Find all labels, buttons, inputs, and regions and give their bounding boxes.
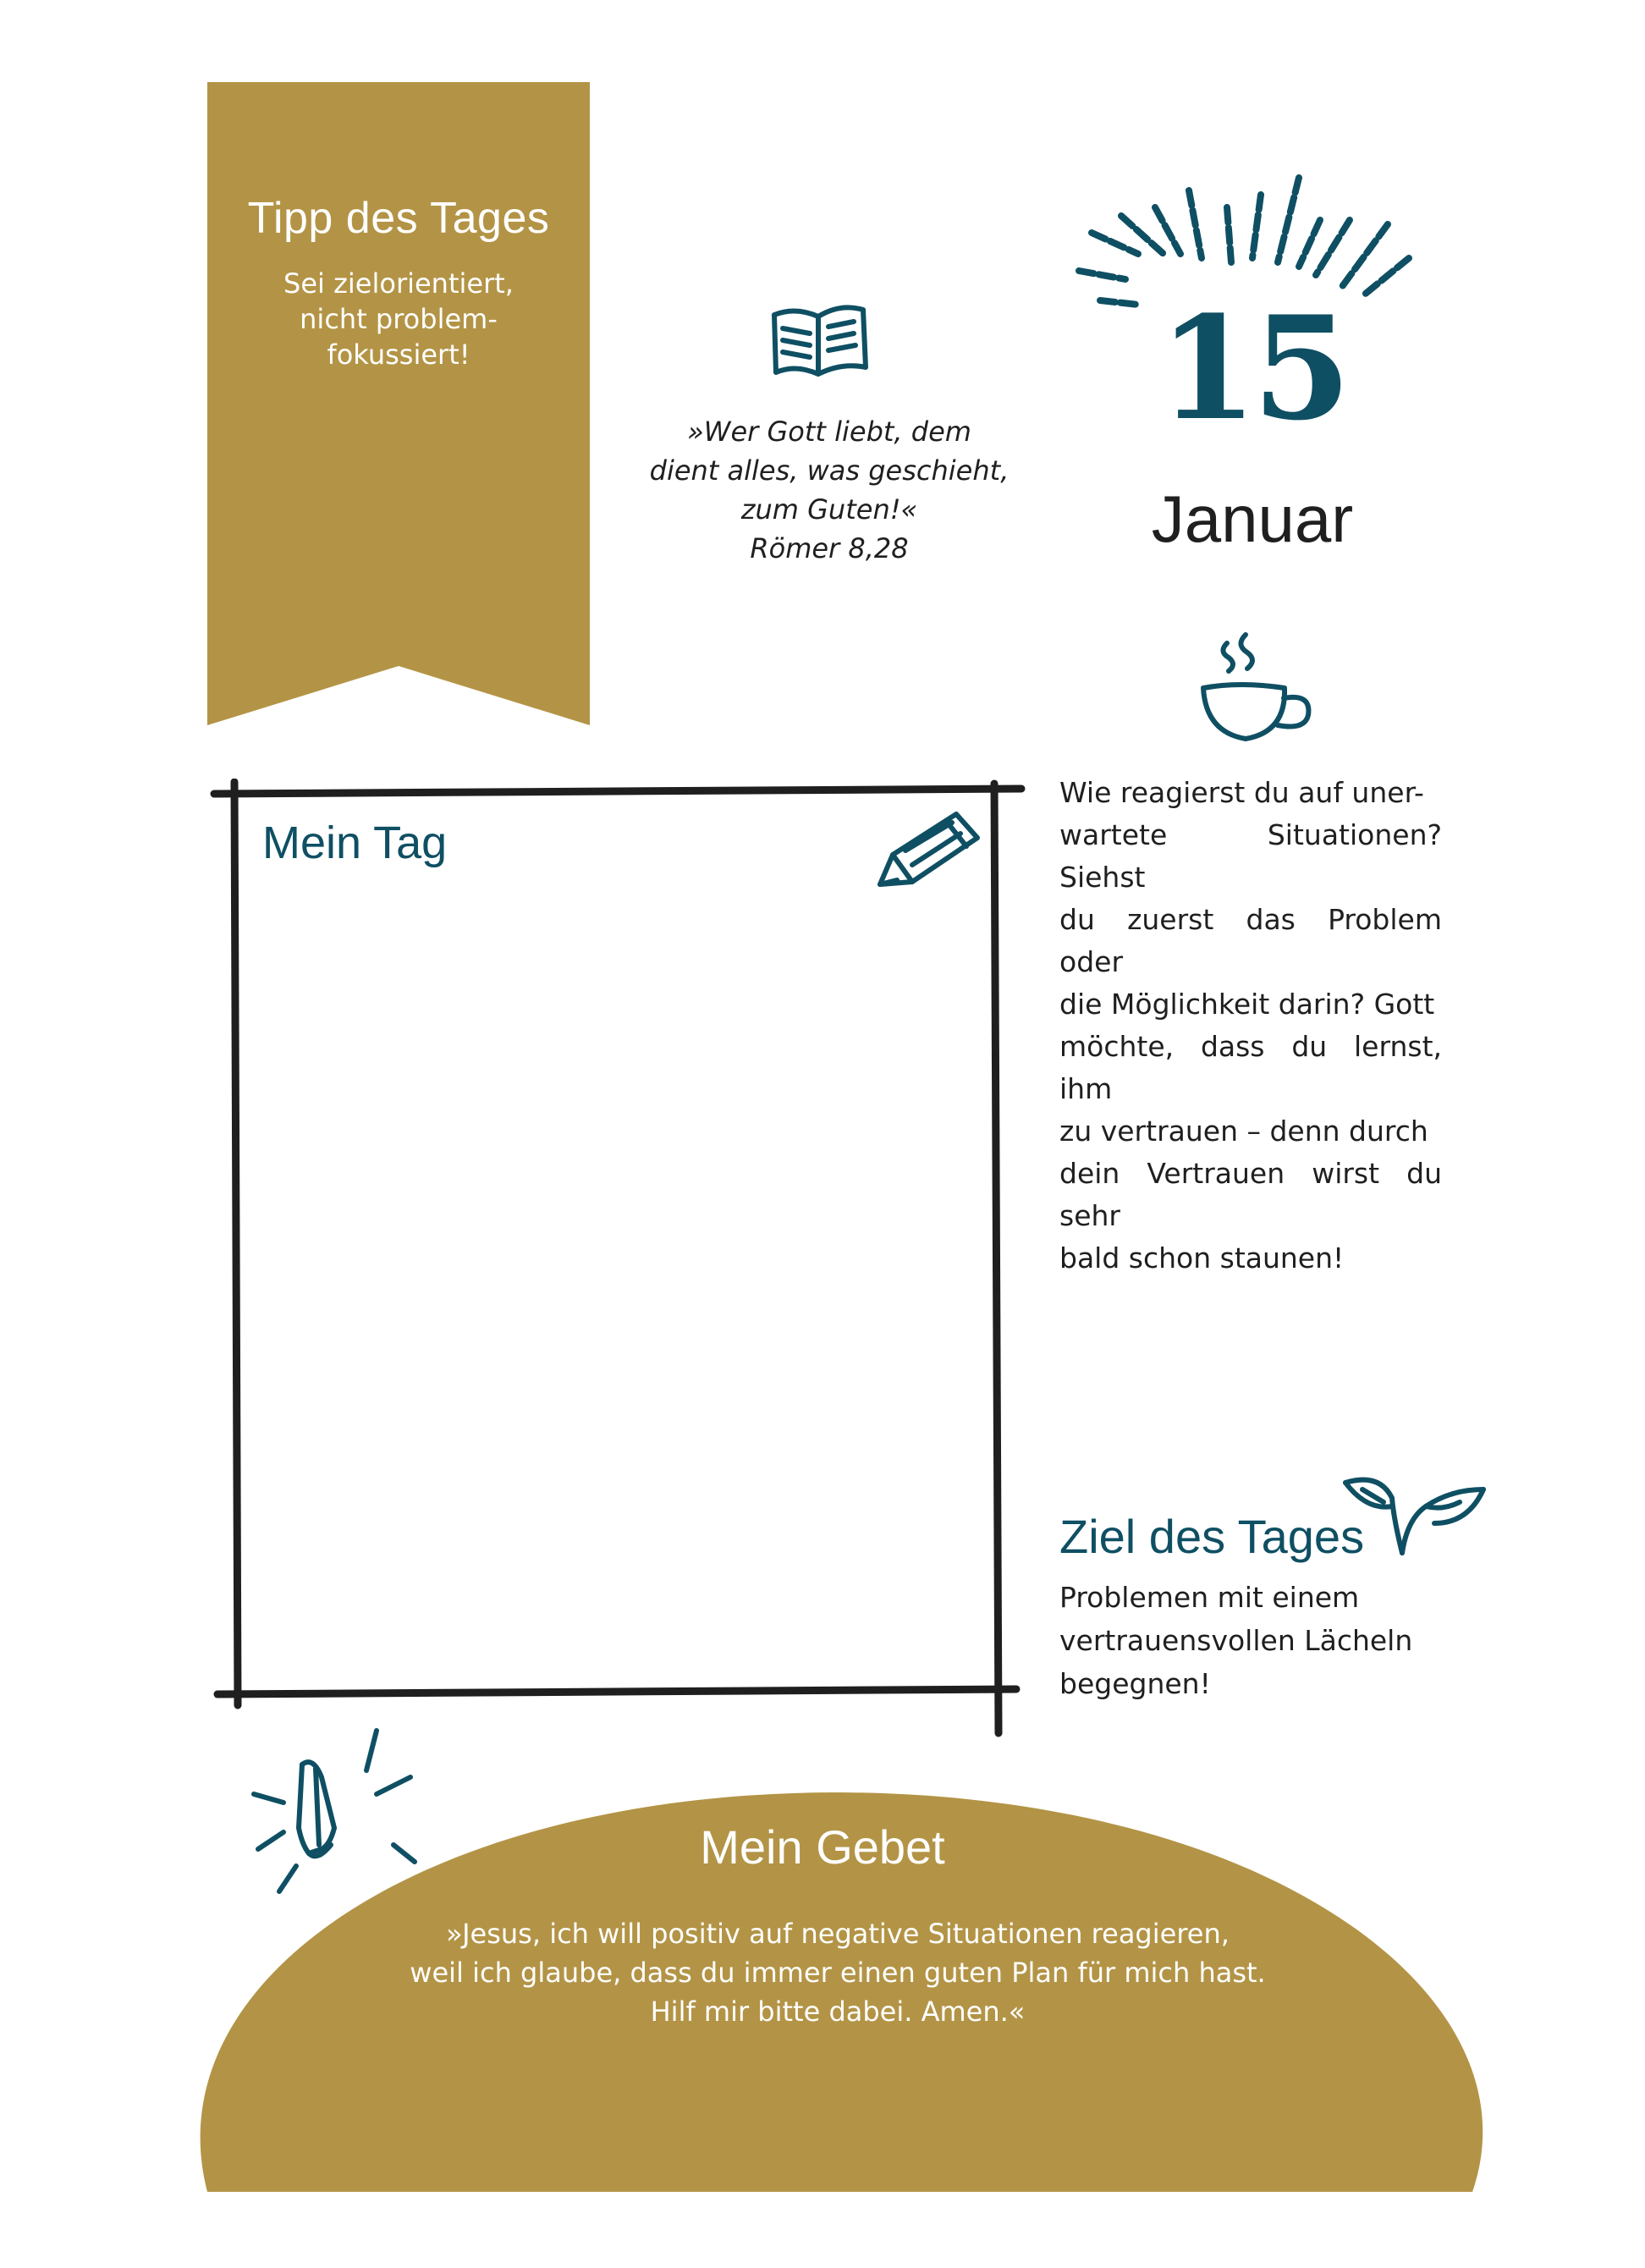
goal-line: vertrauensvollen Lächeln	[1059, 1624, 1413, 1657]
date-month: Januar	[1151, 482, 1354, 556]
tip-line: nicht problem-	[300, 303, 498, 335]
reflection-line: wartete Situationen? Siehst	[1059, 818, 1442, 894]
reflection-line: die Möglichkeit darin? Gott	[1059, 988, 1435, 1021]
reflection-line: du zuerst das Problem oder	[1059, 903, 1442, 978]
tip-text	[272, 266, 525, 372]
tip-content	[207, 193, 590, 372]
reflection-text	[1059, 772, 1442, 1280]
verse-reference: Römer 8,28	[750, 532, 909, 564]
open-book-icon	[766, 296, 876, 389]
tip-line: Sei zielorientiert,	[283, 267, 514, 300]
prayer-line: »Jesus, ich will positiv auf negative Situationen reagieren,	[446, 1918, 1230, 1950]
goal-line: begegnen!	[1059, 1667, 1211, 1700]
reflection-line: Wie reagierst du auf uner-	[1059, 776, 1424, 809]
day-notes-box[interactable]	[207, 779, 1037, 1743]
prayer-text	[338, 1914, 1337, 2031]
coffee-cup-icon	[1193, 630, 1320, 749]
reflection-line: bald schon staunen!	[1059, 1241, 1345, 1274]
tip-heading: Tipp des Tages	[247, 194, 550, 243]
verse-line: zum Guten!«	[740, 493, 918, 526]
prayer-title: Mein Gebet	[700, 1820, 945, 1874]
reflection-line: dein Vertrauen wirst du sehr	[1059, 1157, 1442, 1232]
tip-line: fokussiert!	[327, 339, 470, 371]
prayer-line: Hilf mir bitte dabei. Amen.«	[650, 1996, 1026, 2028]
goal-text	[1059, 1576, 1466, 1705]
date-day: 15	[1158, 284, 1346, 452]
day-box-title: Mein Tag	[262, 817, 448, 868]
praying-hands-icon	[250, 1726, 419, 1900]
verse-line: dient alles, was geschieht,	[649, 454, 1010, 487]
goal-line: Problemen mit einem	[1059, 1581, 1360, 1614]
bible-verse	[609, 412, 1049, 568]
tip-banner	[207, 82, 590, 725]
goal-title: Ziel des Tages	[1059, 1510, 1365, 1563]
prayer-line: weil ich glaube, dass du immer einen guten Plan für mich hast.	[410, 1957, 1266, 1989]
reflection-line: zu vertrauen – denn durch	[1059, 1115, 1428, 1148]
pencil-icon	[872, 804, 990, 897]
verse-line: »Wer Gott liebt, dem	[687, 416, 971, 448]
reflection-line: möchte, dass du lernst, ihm	[1059, 1030, 1442, 1105]
